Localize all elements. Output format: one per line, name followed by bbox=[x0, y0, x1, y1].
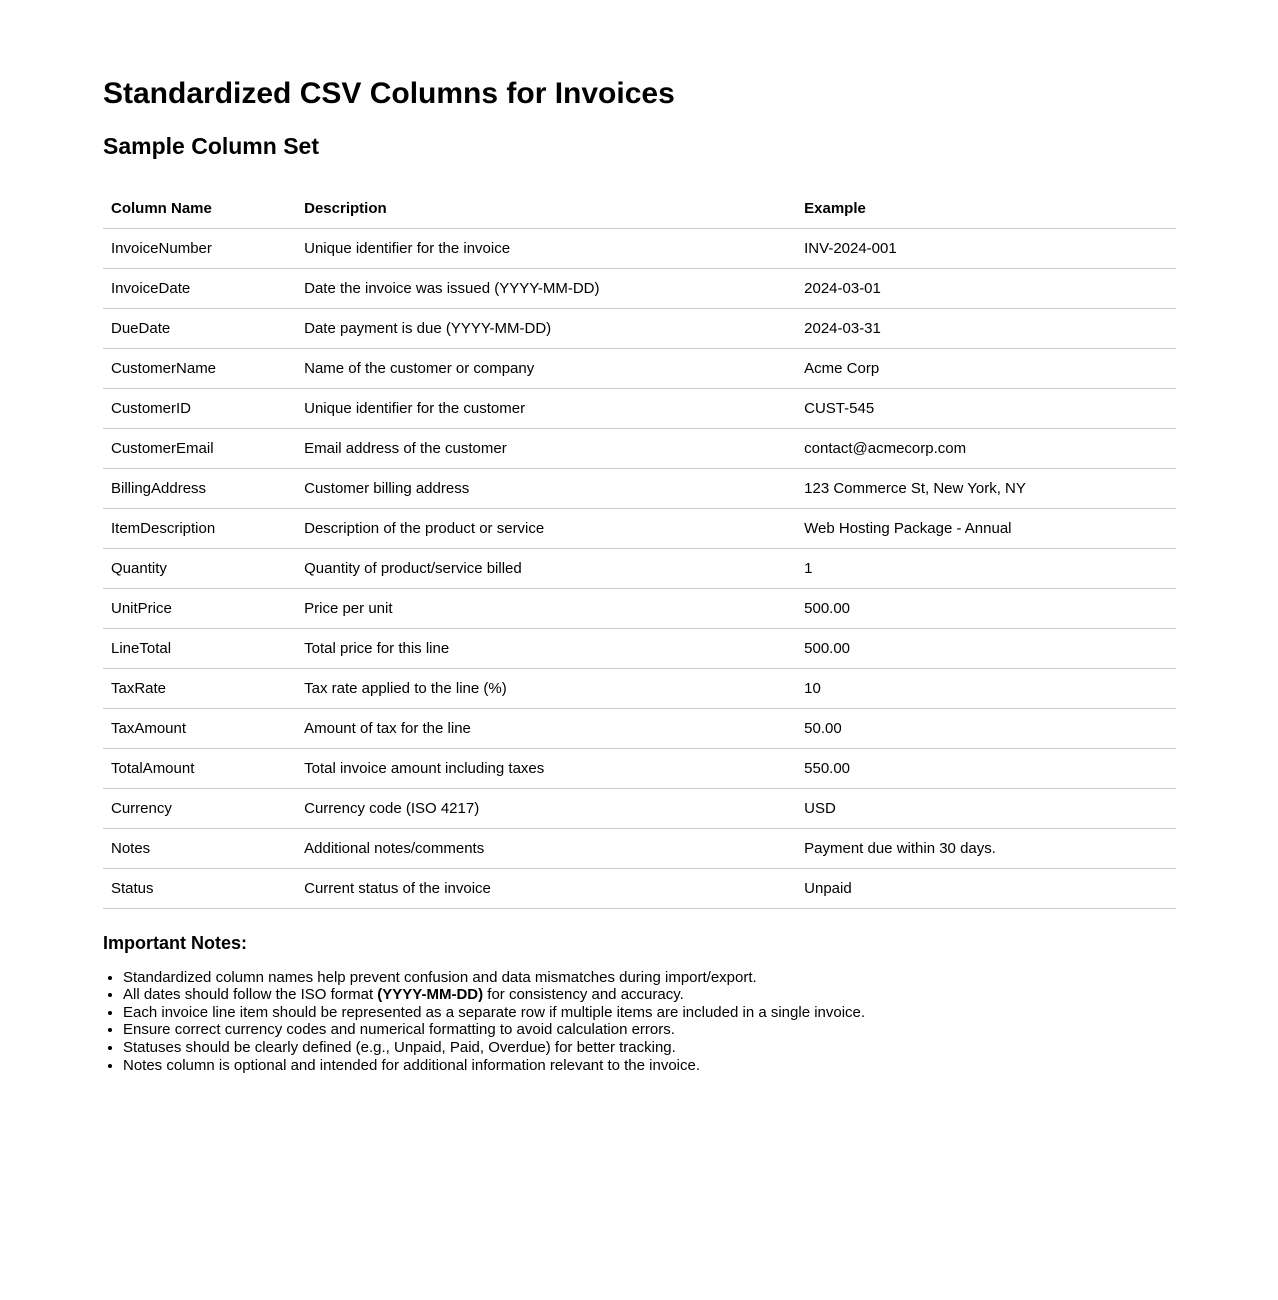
cell-example: 50.00 bbox=[796, 708, 1176, 748]
note-item: • Standardized column names help prevent confusion and data mismatches during import/export. bbox=[123, 969, 1176, 987]
cell-description: Name of the customer or company bbox=[296, 348, 796, 388]
cell-column-name: Currency bbox=[103, 788, 296, 828]
cell-description: Unique identifier for the invoice bbox=[296, 228, 796, 268]
note-item: • Notes column is optional and intended for additional information relevant to the invoice. bbox=[123, 1057, 1176, 1075]
document-page bbox=[103, 0, 1176, 1074]
cell-example: Acme Corp bbox=[796, 348, 1176, 388]
cell-column-name: UnitPrice bbox=[103, 588, 296, 628]
cell-description: Date the invoice was issued (YYYY-MM-DD) bbox=[296, 268, 796, 308]
cell-description: Unique identifier for the customer bbox=[296, 388, 796, 428]
cell-column-name: ItemDescription bbox=[103, 508, 296, 548]
cell-column-name: DueDate bbox=[103, 308, 296, 348]
cell-example: Payment due within 30 days. bbox=[796, 828, 1176, 868]
csv-columns-table bbox=[103, 189, 1176, 909]
cell-example: CUST-545 bbox=[796, 388, 1176, 428]
cell-description: Quantity of product/service billed bbox=[296, 548, 796, 588]
page-title: Standardized CSV Columns for Invoices bbox=[103, 77, 675, 110]
table-row bbox=[103, 708, 1176, 748]
cell-column-name: LineTotal bbox=[103, 628, 296, 668]
cell-column-name: CustomerName bbox=[103, 348, 296, 388]
cell-column-name: Status bbox=[103, 868, 296, 908]
cell-example: Web Hosting Package - Annual bbox=[796, 508, 1176, 548]
table-row bbox=[103, 388, 1176, 428]
cell-example: 500.00 bbox=[796, 628, 1176, 668]
table-row bbox=[103, 348, 1176, 388]
notes-title: Important Notes: bbox=[103, 932, 247, 953]
cell-column-name: BillingAddress bbox=[103, 468, 296, 508]
cell-example: 10 bbox=[796, 668, 1176, 708]
note-item: • Each invoice line item should be represented as a separate row if multiple items are included in a single invoice. bbox=[123, 1004, 1176, 1022]
cell-example: 500.00 bbox=[796, 588, 1176, 628]
table-row bbox=[103, 628, 1176, 668]
cell-column-name: TotalAmount bbox=[103, 748, 296, 788]
cell-column-name: CustomerEmail bbox=[103, 428, 296, 468]
table-row bbox=[103, 668, 1176, 708]
cell-example: Unpaid bbox=[796, 868, 1176, 908]
cell-description: Amount of tax for the line bbox=[296, 708, 796, 748]
table-row bbox=[103, 428, 1176, 468]
cell-example: 550.00 bbox=[796, 748, 1176, 788]
cell-example: 2024-03-31 bbox=[796, 308, 1176, 348]
cell-column-name: InvoiceNumber bbox=[103, 228, 296, 268]
cell-example: USD bbox=[796, 788, 1176, 828]
table-row bbox=[103, 548, 1176, 588]
cell-description: Date payment is due (YYYY-MM-DD) bbox=[296, 308, 796, 348]
column-header-name: Column Name bbox=[103, 189, 296, 229]
cell-description: Current status of the invoice bbox=[296, 868, 796, 908]
cell-example: 123 Commerce St, New York, NY bbox=[796, 468, 1176, 508]
cell-description: Description of the product or service bbox=[296, 508, 796, 548]
cell-example: 2024-03-01 bbox=[796, 268, 1176, 308]
table-row bbox=[103, 588, 1176, 628]
section-subtitle: Sample Column Set bbox=[103, 132, 319, 159]
table-row bbox=[103, 268, 1176, 308]
column-header-description: Description bbox=[296, 189, 796, 229]
table-row bbox=[103, 828, 1176, 868]
table-row bbox=[103, 308, 1176, 348]
table-row bbox=[103, 228, 1176, 268]
cell-description: Email address of the customer bbox=[296, 428, 796, 468]
note-item: • All dates should follow the ISO format (YYYY-MM-DD) for consistency and accuracy. bbox=[123, 986, 1176, 1004]
cell-description: Total price for this line bbox=[296, 628, 796, 668]
cell-description: Additional notes/comments bbox=[296, 828, 796, 868]
table-row bbox=[103, 508, 1176, 548]
table-row bbox=[103, 468, 1176, 508]
cell-example: INV-2024-001 bbox=[796, 228, 1176, 268]
cell-description: Currency code (ISO 4217) bbox=[296, 788, 796, 828]
cell-column-name: TaxRate bbox=[103, 668, 296, 708]
cell-column-name: InvoiceDate bbox=[103, 268, 296, 308]
cell-description: Customer billing address bbox=[296, 468, 796, 508]
table-header-row bbox=[103, 189, 1176, 229]
cell-description: Tax rate applied to the line (%) bbox=[296, 668, 796, 708]
cell-description: Price per unit bbox=[296, 588, 796, 628]
note-item: • Ensure correct currency codes and numerical formatting to avoid calculation errors. bbox=[123, 1021, 1176, 1039]
cell-column-name: Notes bbox=[103, 828, 296, 868]
cell-column-name: CustomerID bbox=[103, 388, 296, 428]
cell-example: contact@acmecorp.com bbox=[796, 428, 1176, 468]
cell-description: Total invoice amount including taxes bbox=[296, 748, 796, 788]
cell-example: 1 bbox=[796, 548, 1176, 588]
table-row bbox=[103, 788, 1176, 828]
note-item: • Statuses should be clearly defined (e.g., Unpaid, Paid, Overdue) for better tracking. bbox=[123, 1039, 1176, 1057]
notes-list bbox=[103, 969, 1176, 1075]
column-header-example: Example bbox=[796, 189, 1176, 229]
cell-column-name: TaxAmount bbox=[103, 708, 296, 748]
table-row bbox=[103, 748, 1176, 788]
table-row bbox=[103, 868, 1176, 908]
cell-column-name: Quantity bbox=[103, 548, 296, 588]
